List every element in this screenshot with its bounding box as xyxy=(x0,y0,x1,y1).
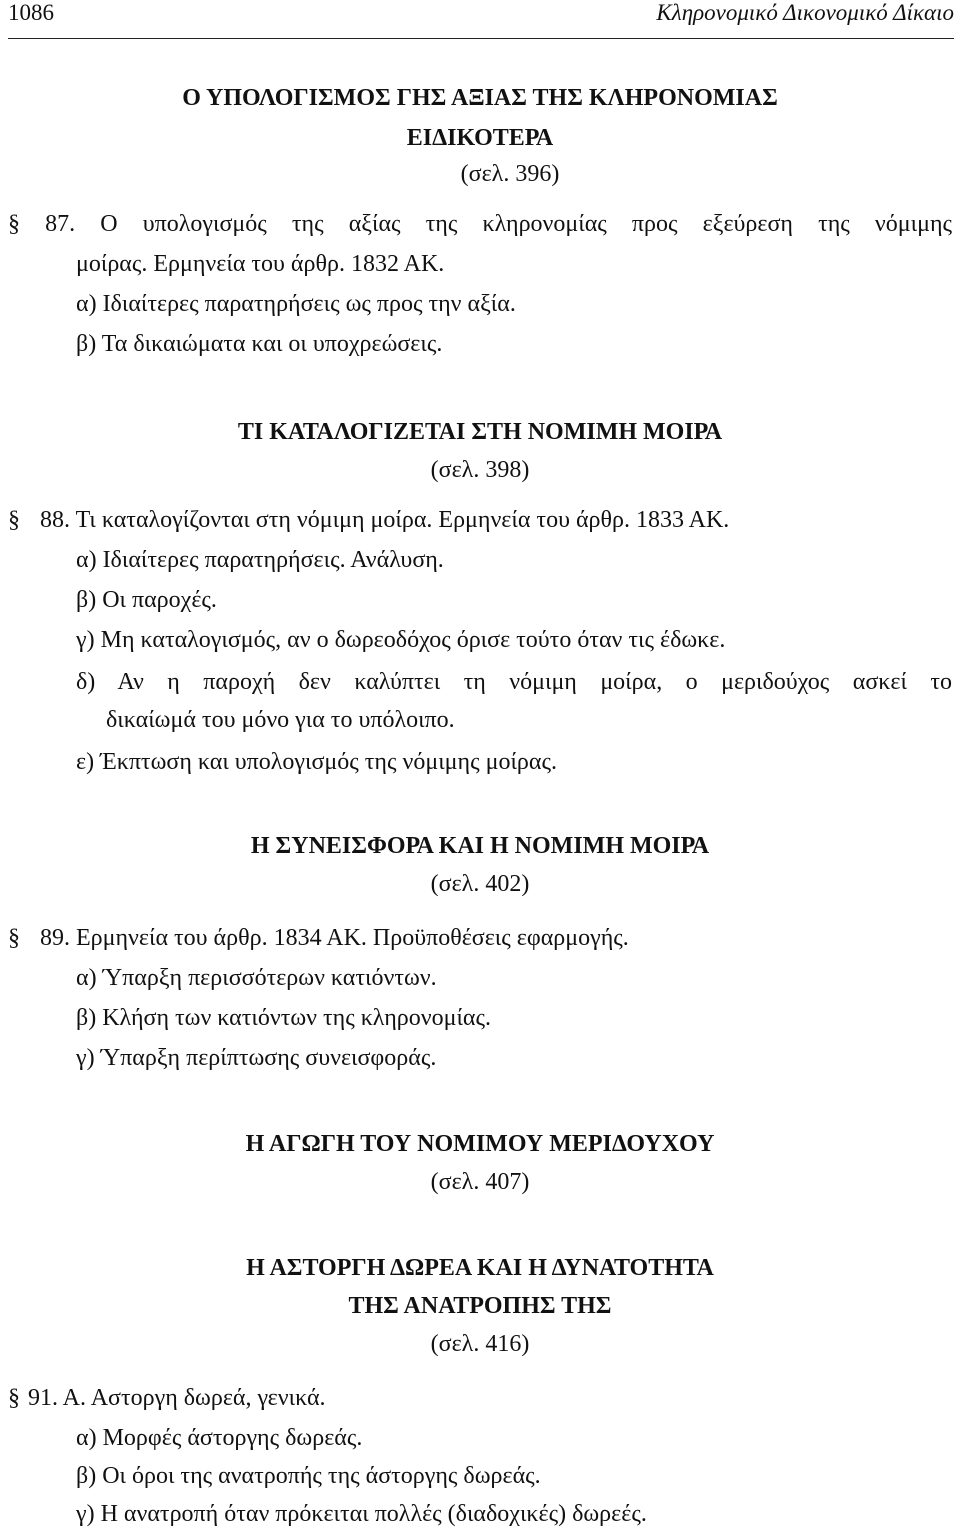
paragraph-number: 88. xyxy=(40,507,70,533)
list-item: α) Ιδιαίτερες παρατηρήσεις ως προς την αξία. xyxy=(76,291,516,317)
section-heading: ΕΙΔΙΚΟΤΕΡΑ xyxy=(406,125,554,151)
page-reference: (σελ. 416) xyxy=(430,1331,530,1357)
paragraph-number: 89. xyxy=(40,925,70,951)
page-reference: (σελ. 398) xyxy=(430,457,530,483)
page-reference: (σελ. 396) xyxy=(460,161,560,187)
list-item: γ) Η ανατροπή όταν πρόκειται πολλές (διαδοχικές) δωρεές. xyxy=(76,1501,647,1527)
paragraph-title-line xyxy=(8,500,729,540)
page-reference: (σελ. 407) xyxy=(430,1169,530,1195)
paragraph-title-line xyxy=(8,1378,326,1418)
list-item: β) Οι όροι της ανατροπής της άστοργης δωρεάς. xyxy=(76,1463,541,1489)
section-mark: § xyxy=(8,1385,20,1411)
list-item: α) Ύπαρξη περισσότερων κατιόντων. xyxy=(76,965,437,991)
section-heading: ΤΗΣ ΑΝΑΤΡΟΠΗΣ ΤΗΣ xyxy=(348,1293,612,1319)
paragraph-title-line xyxy=(8,204,952,244)
list-item: γ) Ύπαρξη περίπτωσης συνεισφοράς. xyxy=(76,1045,437,1071)
paragraph-title-continued: μοίρας. Ερμηνεία του άρθρ. 1832 ΑΚ. xyxy=(76,251,445,277)
section-heading: Ο ΥΠΟΛΟΓΙΣΜΟΣ ΓΗΣ ΑΞΙΑΣ ΤΗΣ ΚΛΗΡΟΝΟΜΙΑΣ xyxy=(182,85,778,111)
list-item: α) Μορφές άστοργης δωρεάς. xyxy=(76,1425,363,1451)
section-heading: Η ΑΓΩΓΗ ΤΟΥ ΝΟΜΙΜΟΥ ΜΕΡΙΔΟΥΧΟΥ xyxy=(245,1131,715,1157)
page-number: 1086 xyxy=(8,0,54,25)
list-item: β) Κλήση των κατιόντων της κληρονομίας. xyxy=(76,1005,491,1031)
running-title: Κληρονομικό Δικονομικό Δίκαιο xyxy=(656,0,954,25)
paragraph-number: 91. Α. xyxy=(28,1385,87,1411)
paragraph-number: 87. xyxy=(45,211,76,237)
section-mark: § xyxy=(8,211,20,237)
list-item: δ) Αν η παροχή δεν καλύπτει τη νόμιμη μοίρα, ο μεριδούχος ασκεί το xyxy=(76,669,952,695)
paragraph-title: Τι καταλογίζονται στη νόμιμη μοίρα. Ερμηνεία του άρθρ. 1833 ΑΚ. xyxy=(75,507,730,533)
list-item: ε) Έκπτωση και υπολογισμός της νόμιμης μοίρας. xyxy=(76,749,557,775)
section-mark: § xyxy=(8,507,20,533)
paragraph-title: Ερμηνεία του άρθρ. 1834 ΑΚ. Προϋποθέσεις εφαρμογής. xyxy=(76,925,629,951)
list-item: α) Ιδιαίτερες παρατηρήσεις. Ανάλυση. xyxy=(76,547,444,573)
section-heading: ΤΙ ΚΑΤΑΛΟΓΙΖΕΤΑΙ ΣΤΗ ΝΟΜΙΜΗ ΜΟΙΡΑ xyxy=(237,419,723,445)
section-heading: Η ΑΣΤΟΡΓΗ ΔΩΡΕΑ ΚΑΙ Η ΔΥΝΑΤΟΤΗΤΑ xyxy=(246,1255,714,1281)
list-item: β) Οι παροχές. xyxy=(76,587,217,613)
paragraph-title: Αστοργη δωρεά, γενικά. xyxy=(90,1385,326,1411)
page-reference: (σελ. 402) xyxy=(430,871,530,897)
section-mark: § xyxy=(8,925,20,951)
list-item: β) Τα δικαιώματα και οι υποχρεώσεις. xyxy=(76,331,443,357)
paragraph-title: Ο υπολογισμός της αξίας της κληρονομίας προς εξεύρεση της νόμιμης xyxy=(100,211,953,237)
list-item-continued: δικαίωμά του μόνο για το υπόλοιπο. xyxy=(106,707,455,733)
running-header xyxy=(8,0,954,39)
list-item: γ) Μη καταλογισμός, αν ο δωρεοδόχος όρισε τούτο όταν τις έδωκε. xyxy=(76,627,726,653)
section-heading: Η ΣΥΝΕΙΣΦΟΡΑ ΚΑΙ Η ΝΟΜΙΜΗ ΜΟΙΡΑ xyxy=(250,833,710,859)
paragraph-title-line xyxy=(8,918,629,958)
